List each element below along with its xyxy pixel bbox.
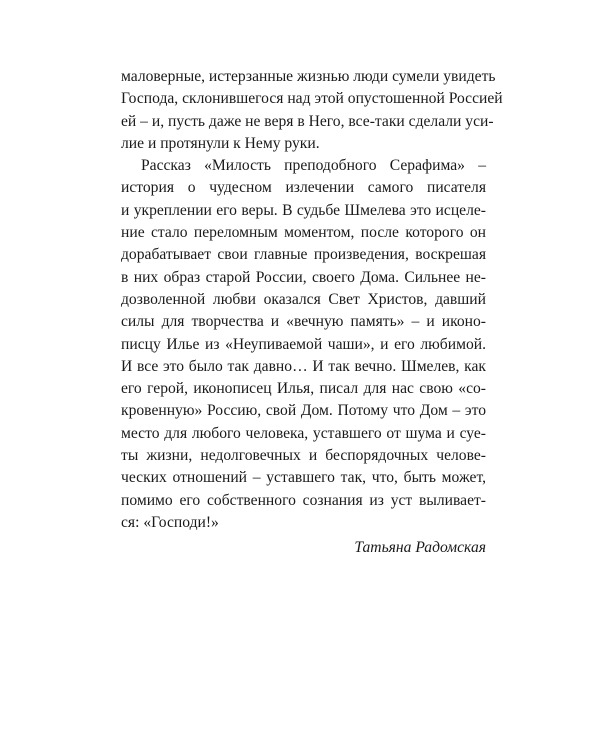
text-block [121,66,503,561]
text-line: ей – и, пусть даже не веря в Него, все-таки сделали уси- [121,112,494,130]
text-line: и укреплении его веры. В судьбе Шмелева это исцеле- [121,201,486,219]
text-line: И все это было так давно… И так вечно. Шмелев, как [121,357,486,375]
text-line: история о чудесном излечении самого писателя [121,179,486,197]
paragraph-1 [121,66,503,155]
text-line: ние стало переломным моментом, после которого он [121,224,486,242]
text-line: место для любого человека, уставшего от шума и суе- [121,424,486,442]
text-line: маловерные, истерзанные жизнью люди сумели увидеть [121,68,496,85]
text-line: в них образ старой России, своего Дома. Сильнее не- [121,268,486,286]
text-line: Рассказ «Милость преподобного Серафима» – [141,157,486,175]
text-line: ся: «Господи!» [121,513,219,531]
text-line: силы для творчества и «вечную память» – и иконо- [121,313,486,331]
text-line: дозволенной любви оказался Свет Христов, давший [121,290,486,308]
text-line: кровенную» Россию, свой Дом. Потому что Дом – это [121,402,486,420]
text-line: его герой, иконописец Илья, писал для нас свою «со- [121,380,486,398]
text-line: писцу Илье из «Неупиваемой чаши», и его любимой. [121,335,486,353]
text-line: дорабатывает свои главные произведения, воскрешая [121,246,486,264]
text-line: ческих отношений – уставшего так, что, быть может, [121,469,486,487]
text-line: лие и протянули к Нему руки. [121,134,320,152]
text-line: помимо его собственного сознания из уст выливает- [121,491,486,509]
paragraph-2 [121,155,486,534]
author-signature: Татьяна Радомская [354,539,486,557]
text-line: ты жизни, недолговечных и беспорядочных челове- [121,447,486,465]
text-line: Господа, склонившегося над этой опустошенной Россией [121,90,503,108]
